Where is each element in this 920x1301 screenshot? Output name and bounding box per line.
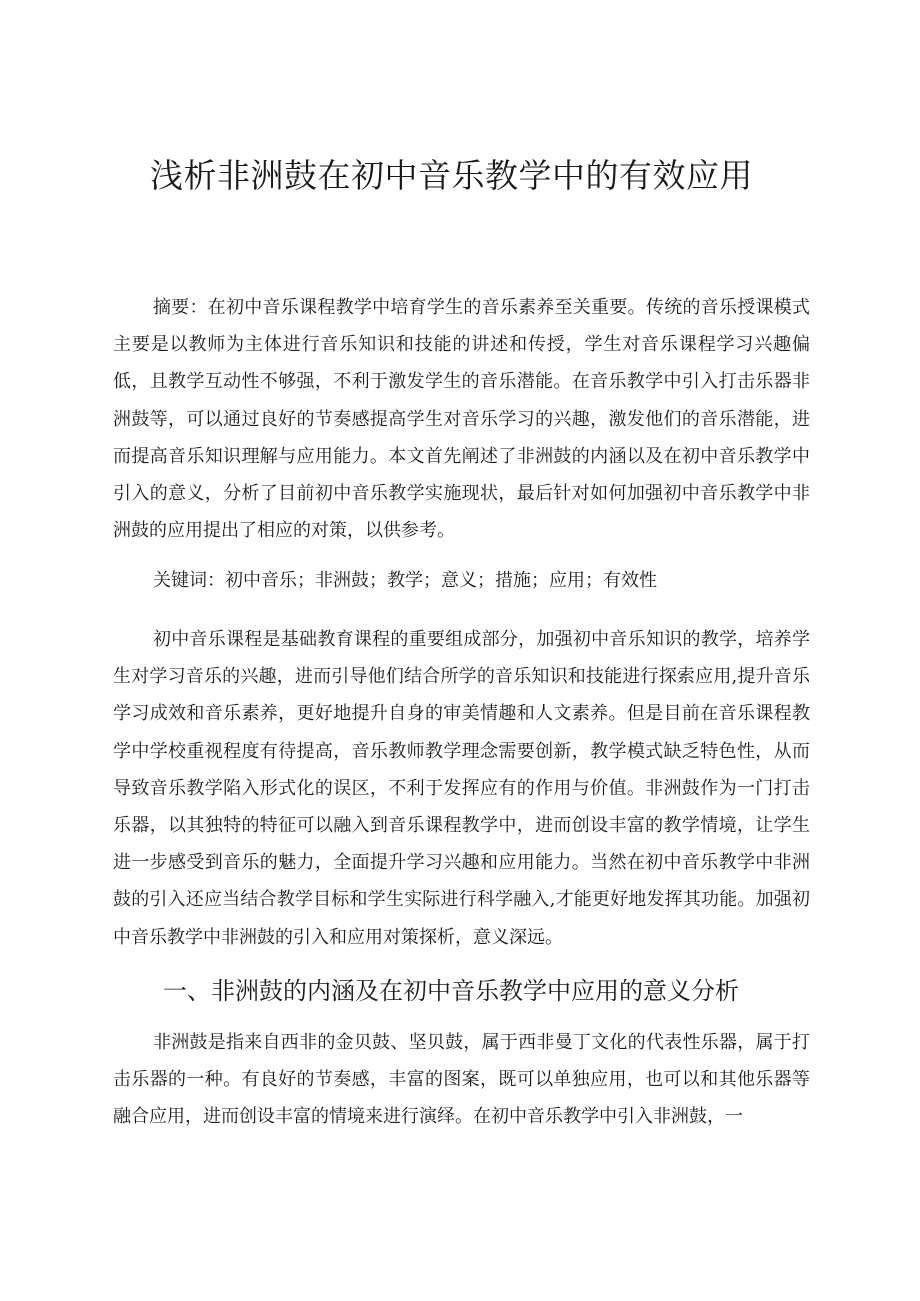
section-1-heading: 一、非洲鼓的内涵及在初中音乐教学中应用的意义分析: [163, 977, 739, 1005]
section-1-paragraph: 非洲鼓是指来自西非的金贝鼓、坚贝鼓，属于西非曼丁文化的代表性乐器，属于打击乐器的一种。有良好的节奏感，丰富的图案，既可以单独应用，也可以和其他乐器等融合应用，进而创设丰富的情境来进行演绎。在初中音乐教学中引入非洲鼓，一: [113, 1032, 810, 1128]
keywords-line: 关键词：初中音乐；非洲鼓；教学；意义；措施；应用；有效性: [153, 570, 657, 591]
document-title: 浅析非洲鼓在初中音乐教学中的有效应用: [150, 156, 753, 195]
abstract-paragraph: 摘要：在初中音乐课程教学中培育学生的音乐素养至关重要。传统的音乐授课模式主要是以教师为主体进行音乐知识和技能的讲述和传授，学生对音乐课程学习兴趣偏低，且教学互动性不够强，不利于激发学生的音乐潜能。在音乐教学中引入打击乐器非洲鼓等，可以通过良好的节奏感提高学生对音乐学习的兴趣，激发他们的音乐潜能，进而提高音乐知识理解与应用能力。本文首先阐述了非洲鼓的内涵以及在初中音乐教学中引入的意义，分析了目前初中音乐教学实施现状，最后针对如何加强初中音乐教学中非洲鼓的应用提出了相应的对策，以供参考。: [113, 297, 810, 542]
intro-paragraph: 初中音乐课程是基础教育课程的重要组成部分，加强初中音乐知识的教学，培养学生对学习音乐的兴趣，进而引导他们结合所学的音乐知识和技能进行探索应用,提升音乐学习成效和音乐素养，更好地提升自身的审美情趣和人文素养。但是目前在音乐课程教学中学校重视程度有待提高，音乐教师教学理念需要创新，教学模式缺乏特色性，从而导致音乐教学陷入形式化的误区，不利于发挥应有的作用与价值。非洲鼓作为一门打击乐器，以其独特的特征可以融入到音乐课程教学中，进而创设丰富的教学情境，让学生进一步感受到音乐的魅力，全面提升学习兴趣和应用能力。当然在初中音乐教学中非洲鼓的引入还应当结合教学目标和学生实际进行科学融入,才能更好地发挥其功能。加强初中音乐教学中非洲鼓的引入和应用对策探析，意义深远。: [113, 629, 810, 948]
